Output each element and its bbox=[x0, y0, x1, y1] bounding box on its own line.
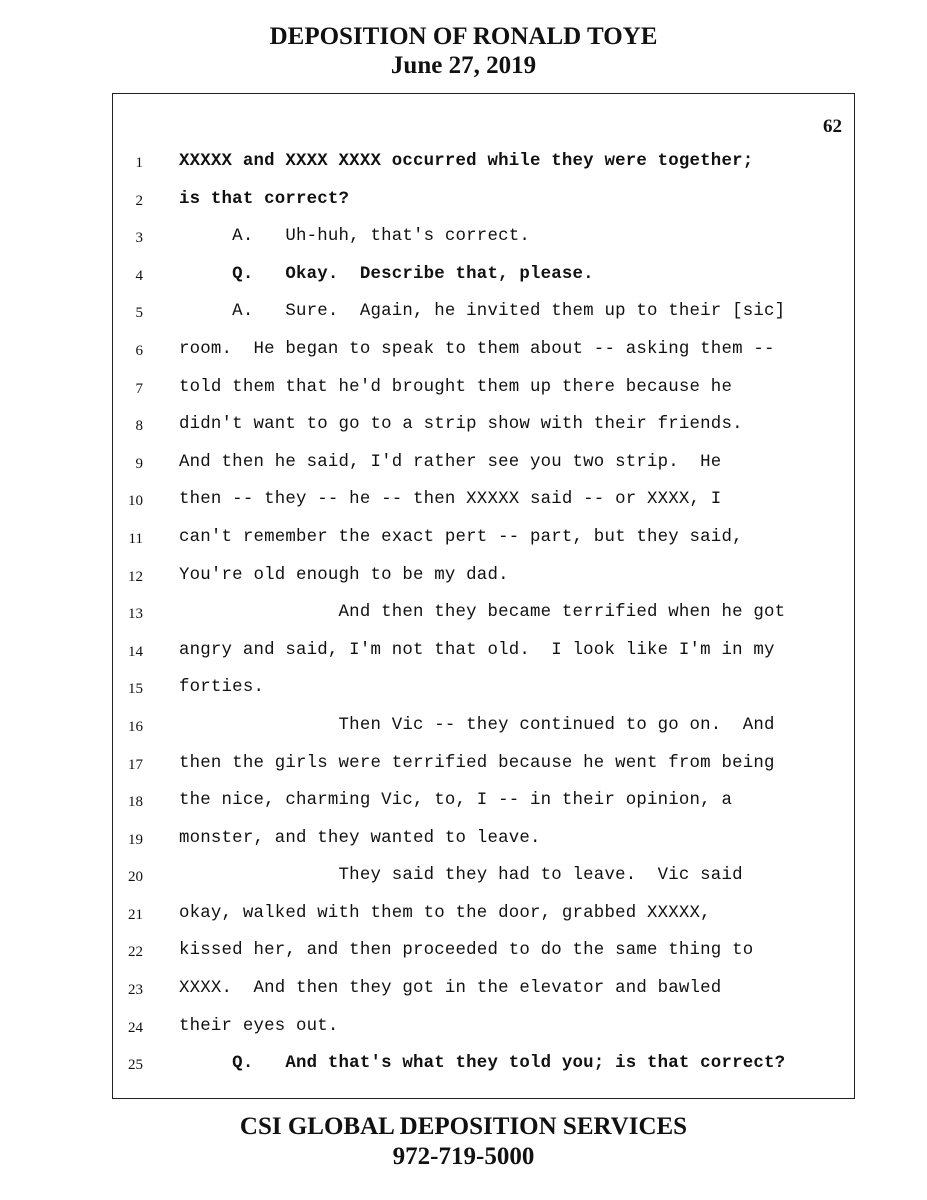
transcript-line bbox=[113, 411, 854, 449]
line-number: 23 bbox=[128, 982, 143, 999]
line-number: 8 bbox=[135, 418, 143, 435]
document-footer bbox=[0, 1112, 927, 1172]
line-text: A. Sure. Again, he invited them up to their [sic] bbox=[179, 302, 786, 322]
line-number: 4 bbox=[135, 267, 143, 284]
transcript-line bbox=[113, 975, 854, 1013]
deposition-title: DEPOSITION OF RONALD TOYE bbox=[269, 23, 658, 50]
line-text: then -- they -- he -- then XXXXX said -- or XXXX, I bbox=[179, 490, 722, 510]
line-text: didn't want to go to a strip show with their friends. bbox=[179, 415, 743, 435]
line-number: 15 bbox=[128, 681, 143, 698]
line-text: They said they had to leave. Vic said bbox=[179, 866, 743, 886]
line-text: XXXX. And then they got in the elevator and bawled bbox=[179, 979, 722, 999]
line-number: 5 bbox=[135, 305, 143, 322]
line-number: 17 bbox=[128, 756, 143, 773]
line-number: 12 bbox=[128, 568, 143, 585]
transcript-line bbox=[113, 486, 854, 524]
transcript-line bbox=[113, 862, 854, 900]
transcript-line bbox=[113, 599, 854, 637]
transcript-line bbox=[113, 298, 854, 336]
line-text: is that correct? bbox=[179, 189, 350, 209]
transcript-line bbox=[113, 900, 854, 938]
line-number: 13 bbox=[128, 606, 143, 623]
line-text: their eyes out. bbox=[179, 1016, 339, 1036]
transcript-line bbox=[113, 674, 854, 712]
transcript-line bbox=[113, 825, 854, 863]
line-text: the nice, charming Vic, to, I -- in their opinion, a bbox=[179, 791, 733, 811]
transcript-line bbox=[113, 937, 854, 975]
page-number: 62 bbox=[823, 116, 842, 137]
transcript-line bbox=[113, 712, 854, 750]
document-header bbox=[0, 22, 927, 80]
line-text: XXXXX and XXXX XXXX occurred while they were together; bbox=[179, 152, 754, 171]
transcript-line bbox=[113, 787, 854, 825]
transcript-lines bbox=[113, 148, 854, 1088]
line-text: kissed her, and then proceeded to do the same thing to bbox=[179, 941, 754, 961]
transcript-page bbox=[112, 93, 855, 1099]
company-name: CSI GLOBAL DEPOSITION SERVICES bbox=[239, 1113, 688, 1140]
line-number: 2 bbox=[135, 192, 143, 209]
line-text: And then they became terrified when he got bbox=[179, 603, 786, 623]
line-text: told them that he'd brought them up there because he bbox=[179, 377, 733, 397]
transcript-line bbox=[113, 186, 854, 224]
line-number: 10 bbox=[128, 493, 143, 510]
line-number: 9 bbox=[135, 455, 143, 472]
transcript-line bbox=[113, 449, 854, 487]
line-number: 24 bbox=[128, 1019, 143, 1036]
line-number: 20 bbox=[128, 869, 143, 886]
transcript-line bbox=[113, 750, 854, 788]
transcript-line bbox=[113, 562, 854, 600]
line-text: angry and said, I'm not that old. I look like I'm in my bbox=[179, 640, 775, 660]
transcript-line bbox=[113, 374, 854, 412]
transcript-line bbox=[113, 1050, 854, 1088]
line-text: You're old enough to be my dad. bbox=[179, 565, 509, 585]
transcript-line bbox=[113, 336, 854, 374]
transcript-line bbox=[113, 637, 854, 675]
line-text: Then Vic -- they continued to go on. And bbox=[179, 715, 775, 735]
line-number: 22 bbox=[128, 944, 143, 961]
line-number: 11 bbox=[128, 530, 143, 547]
line-text: Q. Okay. Describe that, please. bbox=[179, 264, 594, 284]
line-text: room. He began to speak to them about -- asking them -- bbox=[179, 339, 775, 359]
line-number: 18 bbox=[128, 794, 143, 811]
line-text: A. Uh-huh, that's correct. bbox=[179, 227, 530, 247]
line-text: can't remember the exact pert -- part, but they said, bbox=[179, 527, 743, 547]
line-number: 7 bbox=[135, 380, 143, 397]
line-text: forties. bbox=[179, 678, 265, 698]
line-number: 16 bbox=[128, 718, 143, 735]
line-number: 19 bbox=[128, 831, 143, 848]
line-number: 25 bbox=[128, 1057, 143, 1074]
line-number: 3 bbox=[135, 230, 143, 247]
transcript-line bbox=[113, 524, 854, 562]
deposition-date: June 27, 2019 bbox=[390, 52, 537, 79]
line-number: 1 bbox=[135, 155, 143, 171]
transcript-line bbox=[113, 223, 854, 261]
line-number: 14 bbox=[128, 643, 143, 660]
line-number: 21 bbox=[128, 906, 143, 923]
company-phone: 972-719-5000 bbox=[392, 1143, 535, 1170]
line-text: Q. And that's what they told you; is that correct? bbox=[179, 1054, 786, 1074]
line-text: then the girls were terrified because he went from being bbox=[179, 753, 775, 773]
line-text: monster, and they wanted to leave. bbox=[179, 828, 541, 848]
transcript-line bbox=[113, 148, 854, 186]
line-number: 6 bbox=[135, 342, 143, 359]
line-text: okay, walked with them to the door, grabbed XXXXX, bbox=[179, 903, 711, 923]
transcript-line bbox=[113, 1013, 854, 1051]
line-text: And then he said, I'd rather see you two strip. He bbox=[179, 452, 722, 472]
transcript-line bbox=[113, 261, 854, 299]
